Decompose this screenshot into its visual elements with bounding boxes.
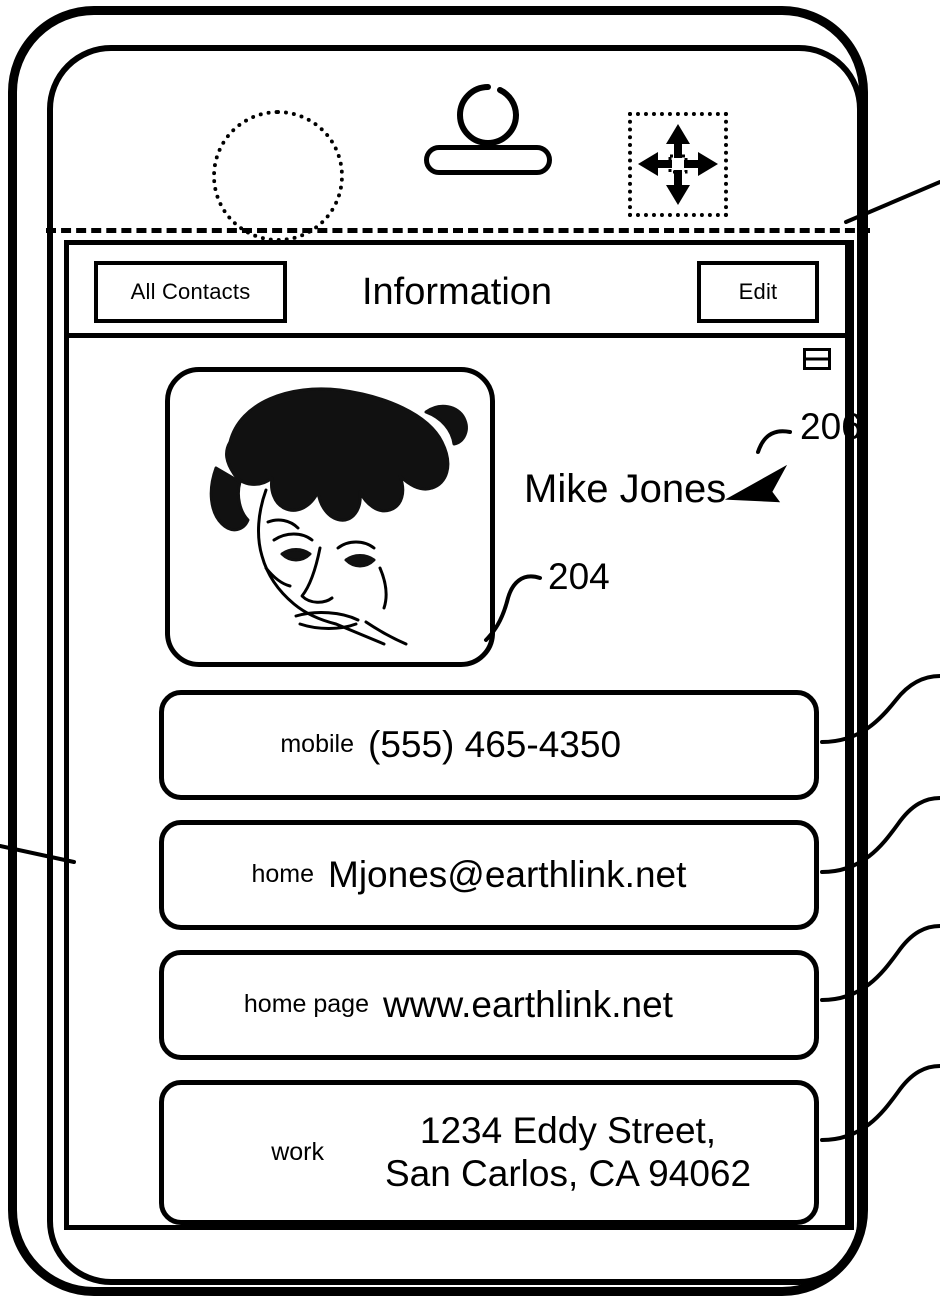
- address-line-1: 1234 Eddy Street,: [419, 1109, 717, 1151]
- speaker-grille: [424, 145, 552, 175]
- contact-field-home-email[interactable]: [159, 820, 819, 930]
- proximity-sensor-icon: [455, 82, 521, 148]
- reference-numeral-206: 206: [800, 406, 862, 447]
- reference-numeral-204: 204: [548, 556, 610, 597]
- camera-icon: [212, 110, 344, 242]
- field-label-work: work: [271, 1137, 324, 1166]
- contact-photo[interactable]: [165, 367, 495, 667]
- list-icon[interactable]: [803, 348, 831, 370]
- contact-field-home-page[interactable]: [159, 950, 819, 1060]
- section-divider: [46, 228, 870, 233]
- page-title: Information: [361, 270, 553, 313]
- phone-screen: [64, 240, 854, 1230]
- field-value-home-page: www.earthlink.net: [383, 983, 673, 1025]
- field-value-home-email: Mjones@earthlink.net: [328, 853, 687, 895]
- edit-button[interactable]: [697, 261, 819, 323]
- address-line-2: San Carlos, CA 94062: [384, 1152, 752, 1194]
- field-value-mobile: (555) 465-4350: [368, 723, 622, 765]
- contact-name: Mike Jones: [524, 467, 727, 511]
- field-value-work-address: [338, 1110, 814, 1196]
- navigation-bar: [69, 245, 845, 338]
- move-arrows-icon[interactable]: [628, 112, 728, 217]
- field-label-mobile: mobile: [280, 730, 354, 759]
- portrait-illustration: [170, 372, 490, 662]
- contact-field-work-address[interactable]: [159, 1080, 819, 1225]
- all-contacts-label: All Contacts: [130, 279, 251, 304]
- edit-label: Edit: [738, 279, 778, 304]
- field-label-home-page: home page: [243, 990, 369, 1019]
- field-label-home: home: [251, 860, 314, 889]
- contact-field-mobile[interactable]: [159, 690, 819, 800]
